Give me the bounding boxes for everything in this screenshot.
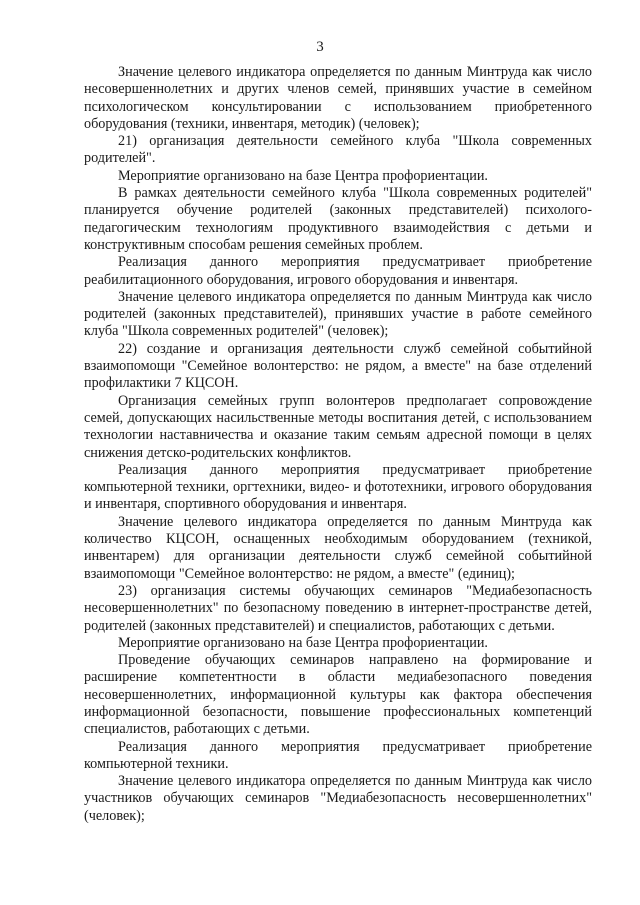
- paragraph-item-21-venue: Мероприятие организовано на базе Центра профориентации.: [118, 167, 488, 184]
- document-body: [84, 64, 592, 825]
- paragraph-item-21-heading: 21) организация деятельности семейного клуба "Школа современных родителей".: [84, 133, 592, 167]
- paragraph-item-21-purchase: Реализация данного мероприятия предусматривает приобретение реабилитационного оборудования, игрового оборудования и инвентаря.: [84, 254, 592, 288]
- paragraph-item-22-heading: 22) создание и организация деятельности служб семейной событийной взаимопомощи "Семейное волонтерство: не рядом, а вместе" на базе отделений профилактики 7 КЦСОН.: [84, 340, 592, 392]
- paragraph-item-23-heading: 23) организация системы обучающих семинаров "Медиабезопасность несовершеннолетних" по безопасному поведению в интернет-пространстве детей, родителей (законных представителей) и специалистов, работающих с детьми.: [84, 582, 592, 634]
- paragraph-item-22-description: Организация семейных групп волонтеров предполагает сопровождение семей, допускающих насильственные методы воспитания детей, с использованием технологии наставничества и оказание таким семьям адресной помощи в целях снижения детско-родительских конфликтов.: [84, 392, 592, 461]
- paragraph-item-23-purchase: Реализация данного мероприятия предусматривает приобретение компьютерной техники.: [84, 738, 592, 772]
- page-number: 3: [316, 39, 324, 55]
- paragraph-item-23-description: Проведение обучающих семинаров направлено на формирование и расширение компетентности в области медиабезопасного поведения несовершеннолетних, информационной культуры как фактора обеспечения информационной безопасности, повышение профессиональных компетенций специалистов, работающих с детьми.: [84, 652, 592, 738]
- paragraph-item-22-purchase: Реализация данного мероприятия предусматривает приобретение компьютерной техники, оргтехники, видео- и фототехники, игрового оборудования и инвентаря, спортивного оборудования и инвентаря.: [84, 461, 592, 513]
- paragraph-item-21-description: В рамках деятельности семейного клуба "Школа современных родителей" планируется обучение родителей (законных представителей) психолого-педагогическим технологиям продуктивного взаимодействия с детьми и конструктивным способам решения семейных проблем.: [84, 185, 592, 253]
- paragraph-item-21-indicator: Значение целевого индикатора определяется по данным Минтруда как число родителей (законных представителей), принявших участие в работе семейного клуба "Школа современных родителей" (человек);: [84, 288, 592, 340]
- paragraph-item-22-indicator: Значение целевого индикатора определяется по данным Минтруда как количество КЦСОН, оснащенных необходимым оборудованием (техникой, инвентарем) для организации деятельности служб семейной событийной взаимопомощи "Семейное волонтерство: не рядом, а вместе" (единиц);: [84, 513, 592, 582]
- paragraph-item-23-venue: Мероприятие организовано на базе Центра профориентации.: [118, 634, 488, 651]
- paragraph-indicator-consulting: Значение целевого индикатора определяется по данным Минтруда как число несовершеннолетних и других членов семей, принявших участие в семейном психологическом консультировании с использованием приобретенного оборудования (техники, инвентаря, методик) (человек);: [84, 64, 592, 132]
- paragraph-item-23-indicator: Значение целевого индикатора определяется по данным Минтруда как число участников обучающих семинаров "Медиабезопасность несовершеннолетних" (человек);: [84, 773, 592, 824]
